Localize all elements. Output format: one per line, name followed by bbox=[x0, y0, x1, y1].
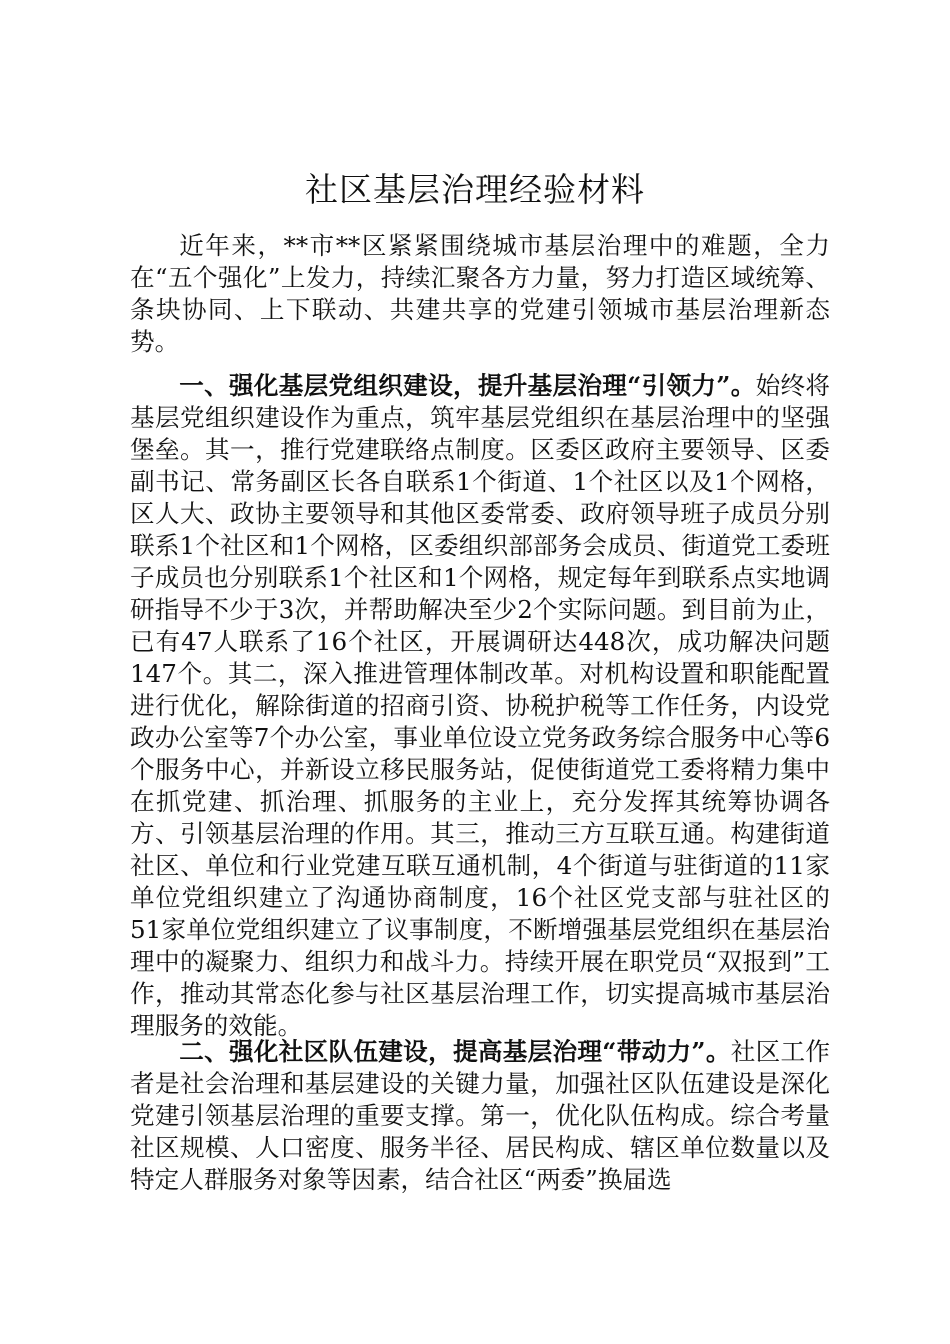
intro-text: 近年来，**市**区紧紧围绕城市基层治理中的难题，全力在“五个强化”上发力，持续汇聚各方力量，努力打造区域统筹、条块协同、上下联动、共建共享的党建引领城市基层治理新态势。 bbox=[130, 231, 830, 356]
section-2-paragraph bbox=[130, 1036, 830, 1196]
section-2-heading: 二、强化社区队伍建设，提高基层治理“带动力”。 bbox=[179, 1037, 731, 1066]
section-2-body: 社区工作者是社会治理和基层建设的关键力量，加强社区队伍建设是深化党建引领基层治理的重要支撑。第一，优化队伍构成。综合考量社区规模、人口密度、服务半径、居民构成、辖区单位数量以及特定人群服务对象等因素，结合社区“两委”换届选 bbox=[130, 1037, 830, 1194]
section-1-body: 始终将基层党组织建设作为重点，筑牢基层党组织在基层治理中的坚强堡垒。其一，推行党建联络点制度。区委区政府主要领导、区委副书记、常务副区长各自联系1个街道、1个社区以及1个网格，区人大、政协主要领导和其他区委常委、政府领导班子成员分别联系1个社区和1个网格，区委组织部部务会成员、街道党工委班子成员也分别联系1个社区和1个网格，规定每年到联系点实地调研指导不少于3次，并帮助解决至少2个实际问题。到目前为止，已有47人联系了16个社区，开展调研达448次，成功解决问题147个。其二，深入推进管理体制改革。对机构设置和职能配置进行优化，解除街道的招商引资、协税护税等工作任务，内设党政办公室等7个办公室，事业单位设立党务政务综合服务中心等6个服务中心，并新设立移民服务站，促使街道党工委将精力集中在抓党建、抓治理、抓服务的主业上，充分发挥其统筹协调各方、引领基层治理的作用。其三，推动三方互联互通。构建街道社区、单位和行业党建互联互通机制，4个街道与驻街道的11家单位党组织建立了沟通协商制度，16个社区党支部与驻社区的51家单位党组织建立了议事制度，不断增强基层党组织在基层治理中的凝聚力、组织力和战斗力。持续开展在职党员“双报到”工作，推动其常态化参与社区基层治理工作，切实提高城市基层治理服务的效能。 bbox=[130, 371, 830, 1040]
section-1-heading: 一、强化基层党组织建设，提升基层治理“引领力”。 bbox=[179, 371, 756, 400]
intro-paragraph bbox=[130, 230, 830, 358]
section-1-paragraph bbox=[130, 370, 830, 1042]
document-title: 社区基层治理经验材料 bbox=[305, 170, 645, 209]
